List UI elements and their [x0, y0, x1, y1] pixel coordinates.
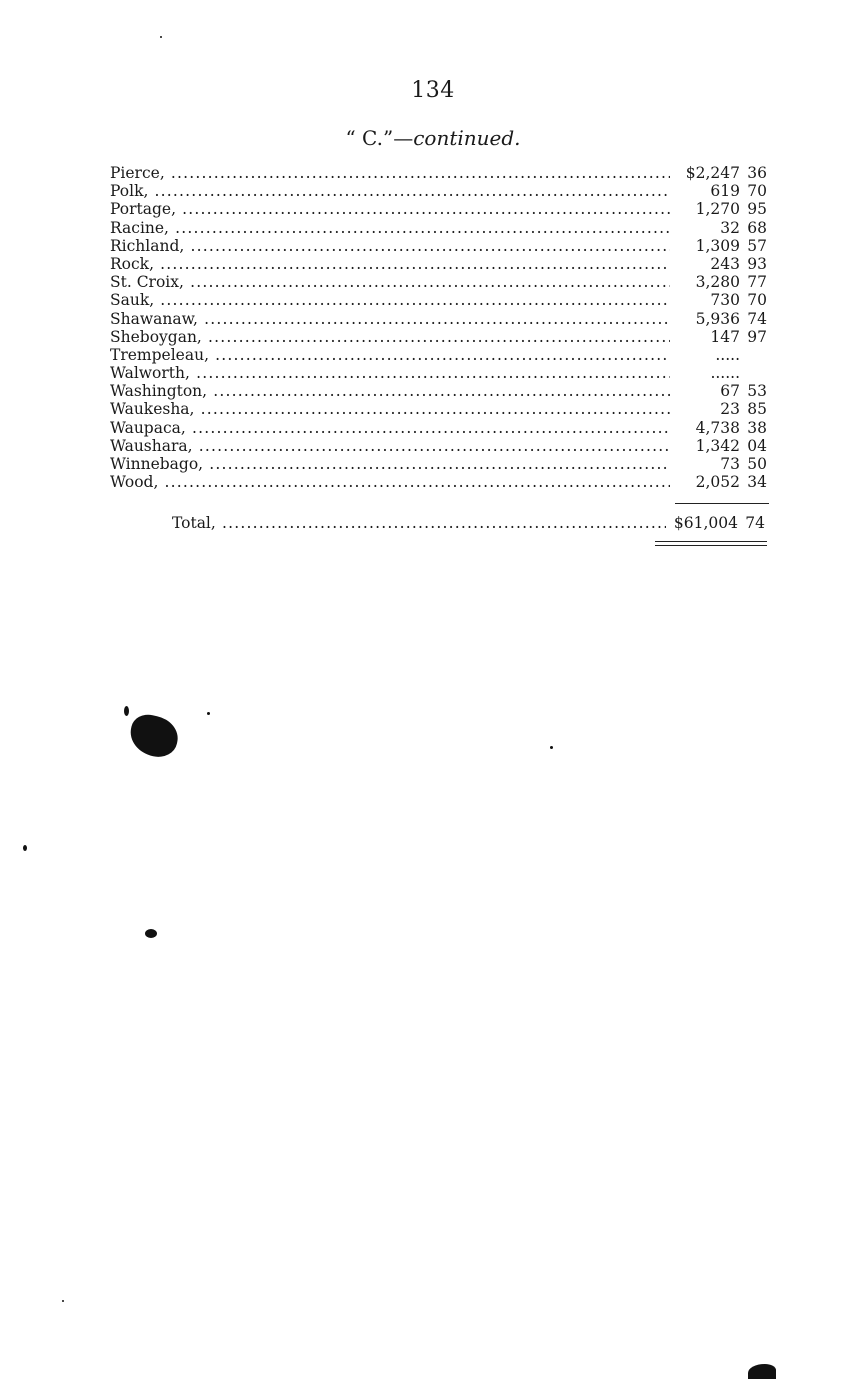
- total-row: [172, 513, 770, 533]
- amount-dollars: 1,270: [695, 200, 740, 219]
- ledger-row: [110, 255, 770, 273]
- county-ledger: [110, 164, 770, 491]
- amount-cents: 50: [747, 455, 767, 473]
- county-name: Polk, .....: [110, 182, 670, 200]
- ledger-row: [110, 237, 770, 255]
- amount-dollars: ......: [710, 364, 740, 383]
- ledger-row: [110, 328, 770, 346]
- total-double-rule: [655, 541, 767, 546]
- sum-rule: [675, 503, 769, 504]
- ink-blot: [748, 1364, 776, 1379]
- county-name: Waukesha, .....: [110, 400, 670, 418]
- county-name: Waupaca, .....: [110, 419, 670, 437]
- amount-cents: 97: [747, 327, 767, 346]
- ink-speck: [145, 929, 157, 938]
- page-number: 134: [411, 78, 455, 103]
- amount-cents: 95: [747, 200, 767, 219]
- amount-cents: 68: [747, 218, 767, 237]
- amount-cents: 04: [747, 436, 767, 455]
- ledger-row: [110, 164, 770, 182]
- total-label: Total, .....: [172, 513, 666, 533]
- amount-cents: 57: [747, 236, 767, 255]
- ledger-row: [110, 200, 770, 218]
- amount-cents: 70: [747, 291, 767, 310]
- amount-cents: 74: [747, 309, 767, 328]
- ink-speck: [207, 712, 210, 715]
- ledger-row: [110, 273, 770, 291]
- amount-cents: 70: [747, 182, 767, 201]
- heading-prefix: “ C.”—: [345, 126, 414, 150]
- county-name: St. Croix, .....: [110, 273, 670, 291]
- ink-speck: [124, 706, 129, 716]
- ledger-row: [110, 219, 770, 237]
- ink-speck: [62, 1300, 64, 1302]
- amount-cents: 53: [747, 382, 767, 401]
- ledger-row: [110, 310, 770, 328]
- county-name: Wood, .....: [110, 473, 670, 491]
- county-name: Washington, .....: [110, 382, 670, 400]
- county-name: Pierce, .....: [110, 164, 670, 182]
- amount-dollars: $2,247: [685, 164, 740, 182]
- ledger-row: [110, 346, 770, 364]
- ledger-row: [110, 473, 770, 491]
- ledger-row: [110, 400, 770, 418]
- amount-cents: 34: [747, 473, 767, 492]
- amount-dollars: 1,342: [695, 436, 740, 455]
- amount-dollars: 32: [720, 218, 740, 237]
- ledger-row: [110, 419, 770, 437]
- amount-dollars: 5,936: [695, 309, 740, 328]
- amount-cents: 93: [747, 254, 767, 273]
- amount-dollars: 1,309: [695, 236, 740, 255]
- county-name: Sauk, .....: [110, 291, 670, 309]
- county-name: Winnebago, .....: [110, 455, 670, 473]
- county-name: Racine, .....: [110, 219, 670, 237]
- county-name: Trempeleau, .....: [110, 346, 670, 364]
- total-dollars: $61,004: [673, 514, 738, 532]
- ledger-row: [110, 455, 770, 473]
- amount-dollars: .....: [715, 345, 740, 364]
- amount-cents: 36: [747, 164, 767, 182]
- total-cents: 74: [745, 514, 765, 532]
- amount-cents: 38: [747, 418, 767, 437]
- ledger-row: [110, 364, 770, 382]
- county-name: Walworth, .....: [110, 364, 670, 382]
- heading-continued: continued.: [413, 126, 521, 150]
- amount-dollars: 4,738: [695, 418, 740, 437]
- ink-blot: [126, 711, 181, 760]
- amount-dollars: 23: [720, 400, 740, 419]
- county-name: Portage, .....: [110, 200, 670, 218]
- county-name: Sheboygan, .....: [110, 328, 670, 346]
- amount-dollars: 147: [710, 327, 740, 346]
- amount-dollars: 243: [710, 254, 740, 273]
- amount-dollars: 2,052: [695, 473, 740, 492]
- amount-dollars: 3,280: [695, 273, 740, 292]
- ink-speck: [23, 845, 27, 851]
- ink-speck: [160, 36, 162, 38]
- amount-cents: 85: [747, 400, 767, 419]
- amount-cents: 77: [747, 273, 767, 292]
- county-name: Shawanaw, .....: [110, 310, 670, 328]
- ledger-row: [110, 382, 770, 400]
- amount-dollars: 619: [710, 182, 740, 201]
- section-heading: [0, 126, 859, 150]
- county-name: Rock, .....: [110, 255, 670, 273]
- ledger-row: [110, 437, 770, 455]
- amount-dollars: 73: [720, 455, 740, 473]
- ledger-row: [110, 182, 770, 200]
- ink-speck: [550, 746, 553, 749]
- amount-dollars: 730: [710, 291, 740, 310]
- county-name: Waushara, .....: [110, 437, 670, 455]
- county-name: Richland, .....: [110, 237, 670, 255]
- ledger-row: [110, 291, 770, 309]
- amount-dollars: 67: [720, 382, 740, 401]
